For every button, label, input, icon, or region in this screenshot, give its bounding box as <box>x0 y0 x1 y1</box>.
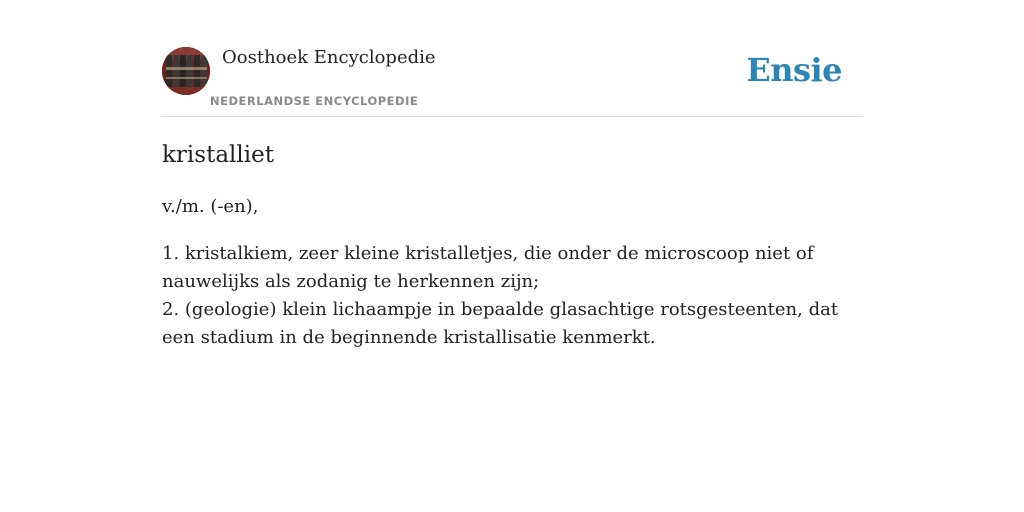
definition-item: 2. (geologie) klein lichaampje in bepaalde glasachtige rotsgesteenten, dat een stadium in de beginnende kristallisatie kenmerkt. <box>162 299 839 348</box>
page <box>162 0 862 512</box>
encyclopedia-books-icon[interactable] <box>162 47 210 95</box>
definition-list <box>162 240 862 352</box>
definition-item: 1. kristalkiem, zeer kleine kristalletjes, die onder de microscoop niet of nauwelijks als zodanig te herkennen zijn; <box>162 243 814 292</box>
entry-title: kristalliet <box>162 142 274 168</box>
brand-logo[interactable]: Ensie <box>746 51 842 89</box>
site-subtitle: NEDERLANDSE ENCYCLOPEDIE <box>210 94 419 108</box>
grammar-info: v./m. (-en), <box>162 196 259 217</box>
site-title[interactable]: Oosthoek Encyclopedie <box>222 47 436 68</box>
site-header <box>162 0 862 117</box>
